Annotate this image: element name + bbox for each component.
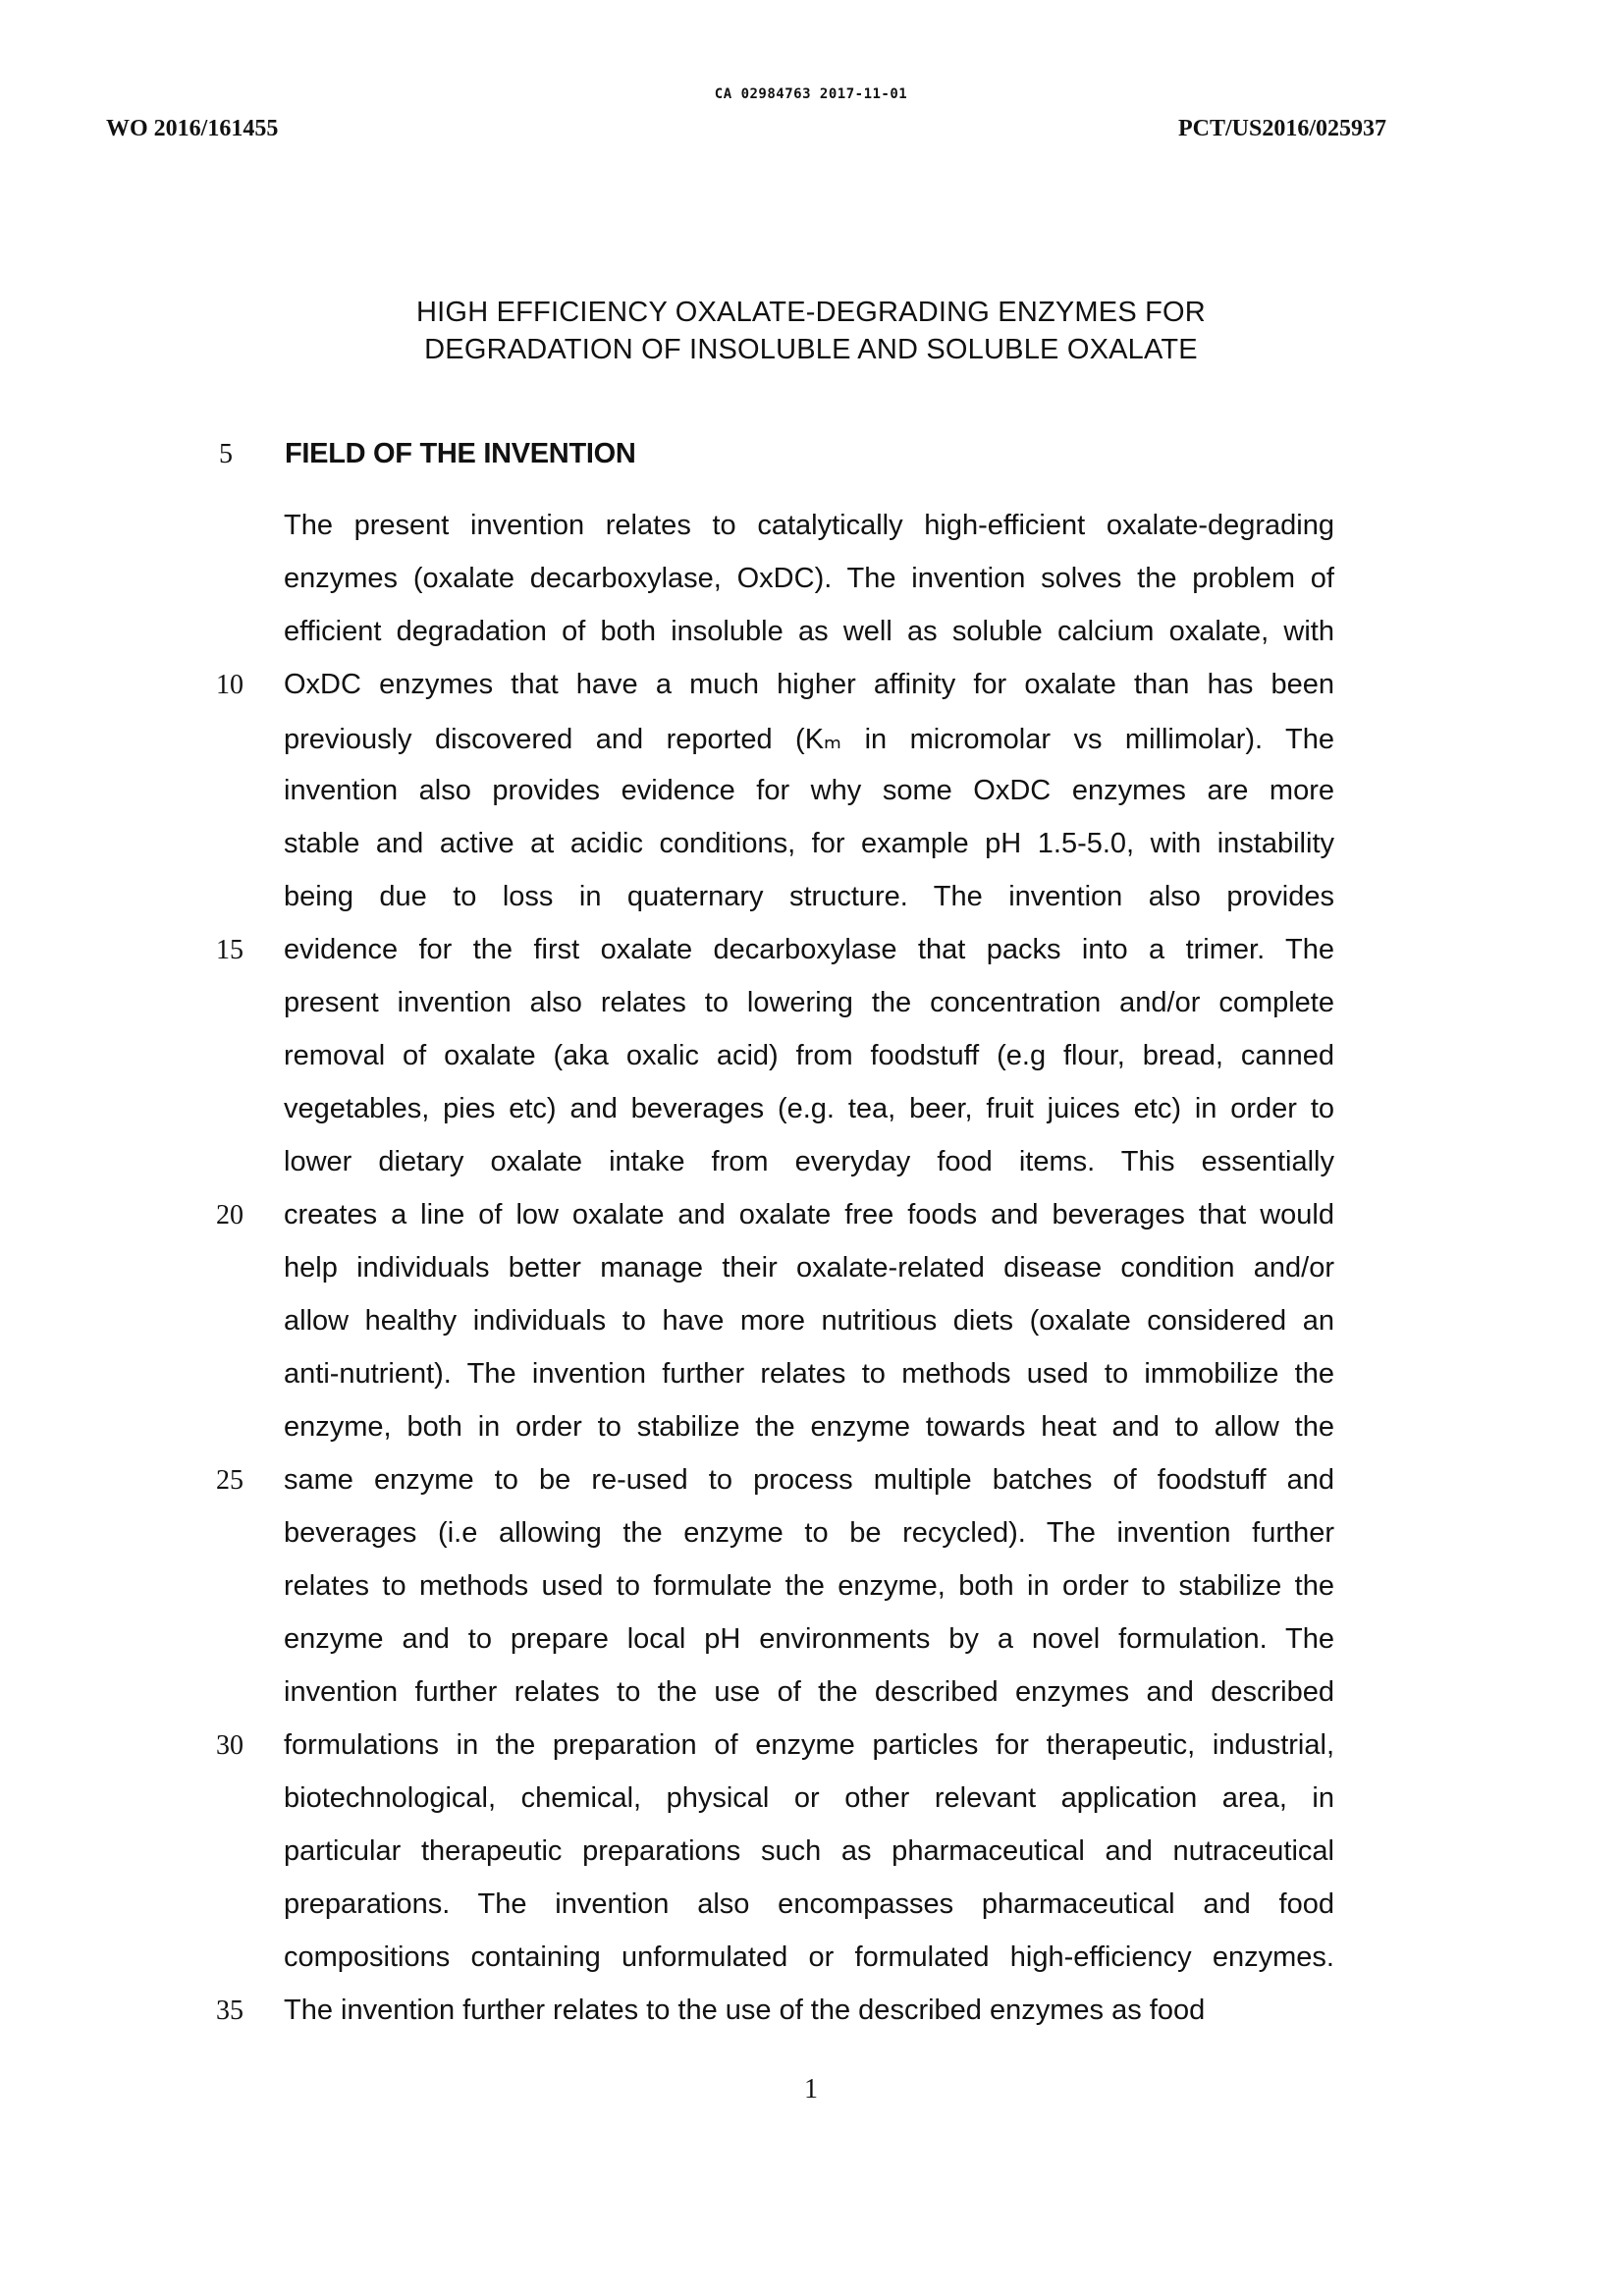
body-line: invention further relates to the use of the described enzymes and described <box>284 1676 1334 1708</box>
body-line: compositions containing unformulated or formulated high-efficiency enzymes. <box>284 1941 1334 1973</box>
body-line: enzymes (oxalate decarboxylase, OxDC). The invention solves the problem of <box>284 563 1334 594</box>
document-title-line-2: DEGRADATION OF INSOLUBLE AND SOLUBLE OXALATE <box>424 334 1198 365</box>
line-number: 25 <box>216 1465 243 1496</box>
body-line: stable and active at acidic conditions, for example pH 1.5-5.0, with instability <box>284 828 1334 859</box>
pct-application-number: PCT/US2016/025937 <box>1177 116 1386 141</box>
body-line: enzyme, both in order to stabilize the enzyme towards heat and to allow the <box>284 1411 1334 1443</box>
page-number: 1 <box>804 2074 818 2105</box>
line-number: 35 <box>216 1995 243 2026</box>
body-line: preparations. The invention also encompasses pharmaceutical and food <box>284 1888 1334 1920</box>
body-line: relates to methods used to formulate the enzyme, both in order to stabilize the <box>284 1570 1334 1602</box>
body-line: allow healthy individuals to have more nutritious diets (oxalate considered an <box>284 1305 1334 1337</box>
body-line: creates a line of low oxalate and oxalate free foods and beverages that would <box>284 1199 1334 1230</box>
body-line: OxDC enzymes that have a much higher affinity for oxalate than has been <box>284 669 1334 700</box>
body-line: beverages (i.e allowing the enzyme to be recycled). The invention further <box>284 1517 1334 1549</box>
body-line: same enzyme to be re-used to process multiple batches of foodstuff and <box>284 1464 1334 1496</box>
body-line: vegetables, pies etc) and beverages (e.g. tea, beer, fruit juices etc) in order to <box>284 1093 1334 1124</box>
wo-publication-number: WO 2016/161455 <box>106 116 279 141</box>
body-line: present invention also relates to lowering the concentration and/or complete <box>284 987 1334 1018</box>
body-line: formulations in the preparation of enzyme particles for therapeutic, industrial, <box>284 1729 1334 1761</box>
line-number: 30 <box>216 1730 243 1761</box>
body-line: being due to loss in quaternary structure. The invention also provides <box>284 881 1334 912</box>
body-line: evidence for the first oxalate decarboxylase that packs into a trimer. The <box>284 934 1334 965</box>
body-line: particular therapeutic preparations such as pharmaceutical and nutraceutical <box>284 1835 1334 1867</box>
body-line: help individuals better manage their oxalate-related disease condition and/or <box>284 1252 1334 1284</box>
body-line: anti-nutrient). The invention further relates to methods used to immobilize the <box>284 1358 1334 1390</box>
document-title-line-1: HIGH EFFICIENCY OXALATE-DEGRADING ENZYMES FOR <box>416 297 1206 328</box>
body-line: biotechnological, chemical, physical or other relevant application area, in <box>284 1782 1334 1814</box>
body-line: efficient degradation of both insoluble as well as soluble calcium oxalate, with <box>284 616 1334 647</box>
body-line: enzyme and to prepare local pH environments by a novel formulation. The <box>284 1623 1334 1655</box>
body-line: lower dietary oxalate intake from everyday food items. This essentially <box>284 1146 1334 1177</box>
body-line: The present invention relates to catalytically high-efficient oxalate-degrading <box>284 510 1334 541</box>
body-line: The invention further relates to the use of the described enzymes as food <box>284 1995 1206 2026</box>
body-line: previously discovered and reported (Kₘ in micromolar vs millimolar). The <box>284 724 1334 755</box>
body-line: removal of oxalate (aka oxalic acid) from foodstuff (e.g flour, bread, canned <box>284 1040 1334 1071</box>
line-number: 20 <box>216 1200 243 1230</box>
line-number: 15 <box>216 935 243 965</box>
line-number: 5 <box>219 439 233 469</box>
body-line: invention also provides evidence for why some OxDC enzymes are more <box>284 775 1334 806</box>
line-number: 10 <box>216 670 243 700</box>
section-heading: FIELD OF THE INVENTION <box>285 438 636 469</box>
ca-document-number: CA 02984763 2017-11-01 <box>714 86 908 102</box>
